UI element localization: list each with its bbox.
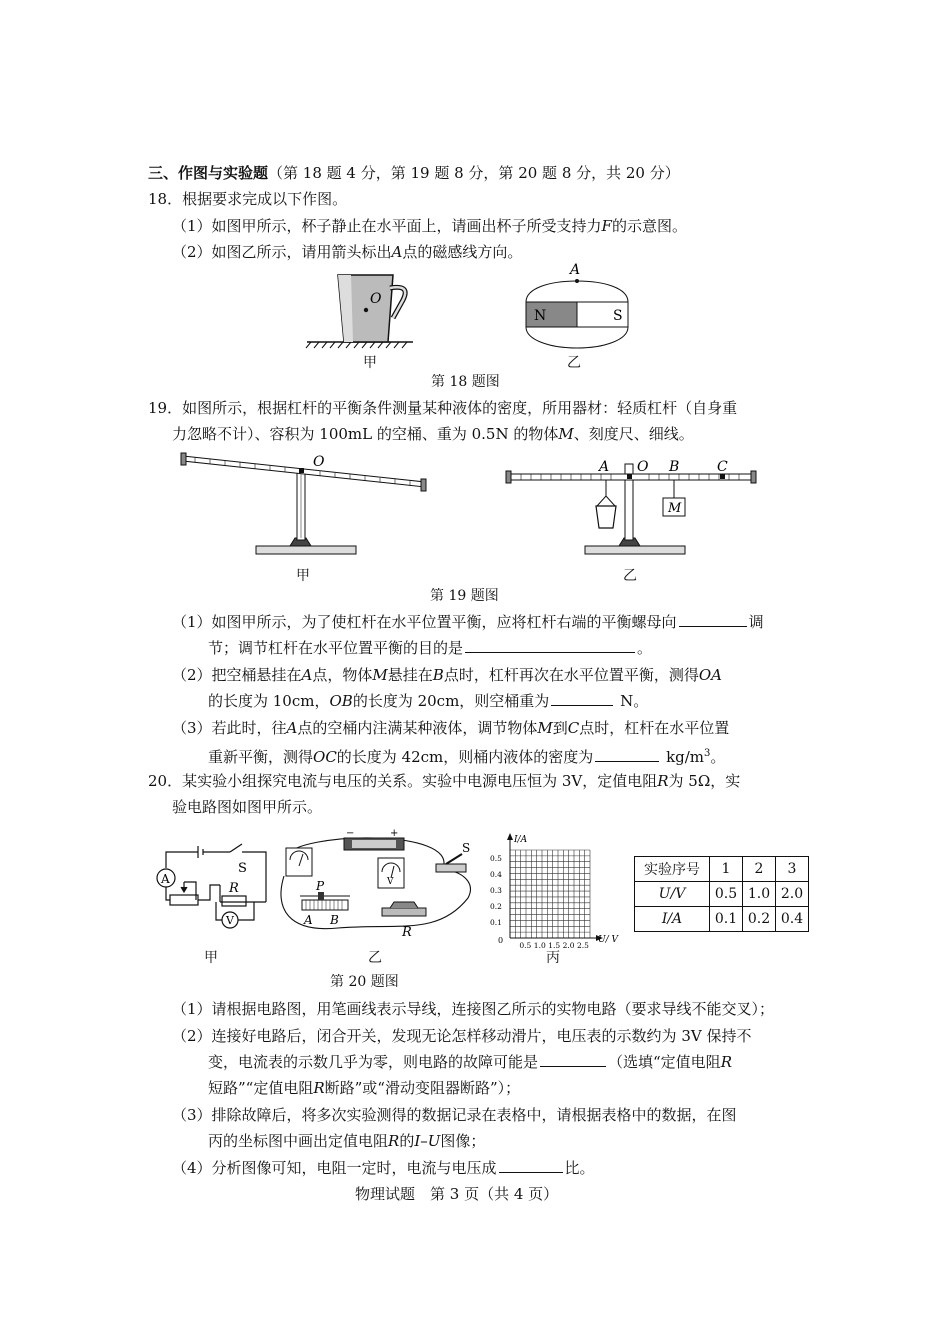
q19b-point-c: C (717, 459, 728, 475)
q20-data-table (634, 856, 809, 932)
q19-p2-l2-end: N。 (620, 692, 649, 710)
q19-p1-blank2[interactable] (465, 638, 635, 653)
table-cell: 0.2 (743, 907, 776, 932)
q19-p2-blank[interactable] (551, 691, 613, 706)
graph-ytick: 0.5 (490, 854, 502, 863)
q20-p3-l2a: 丙的坐标图中画出定值电阻 (208, 1132, 389, 1150)
q19-p3-l1b: 点的空桶内注满某种液体，调节物体 (297, 719, 538, 737)
q20-p2-var-r1: R (720, 1053, 732, 1071)
q19-p3-blank[interactable] (595, 747, 659, 762)
q20-circuit-diagram (150, 840, 275, 930)
table-cell: 1 (710, 857, 743, 882)
circuit-switch-label: S (238, 861, 247, 876)
circuit-ammeter: A (161, 872, 170, 886)
q20-p2-l2b: （选填“定值电阻 (608, 1053, 721, 1071)
table-cell: 0.4 (776, 907, 809, 932)
q19-p1-text: （1）如图甲所示，为了使杠杆在水平位置平衡，应将杠杆右端的平衡螺母向 (172, 613, 677, 631)
rheostat-slider-p: P (316, 879, 325, 893)
q19-p3-l1a: （3）若此时，往 (172, 719, 287, 737)
q20-stem-l1b: 为 5Ω，实 (668, 772, 741, 790)
q20-part2-line3 (208, 1078, 520, 1098)
q20-p2-l3a: 短路”“定值电阻 (208, 1079, 314, 1097)
q19-stem-line2 (172, 424, 694, 444)
table-cell: 2.0 (776, 882, 809, 907)
q19-p2-l1b: 点，物体 (312, 666, 373, 684)
graph-ytick: 0.2 (490, 902, 502, 911)
q19-p2-l1d: 点时，杠杆再次在水平位置平衡，测得 (443, 666, 699, 684)
q19-p2-var-oa: OA (698, 666, 722, 684)
graph-ytick: 0.4 (490, 870, 502, 879)
q20-stem-l1a: 20．某实验小组探究电流与电压的关系。实验中电源电压恒为 3V，定值电阻 (148, 772, 658, 790)
graph-xlabel: U/ V (598, 935, 618, 945)
q19-p3-var-c: C (567, 719, 580, 737)
q19-p2-var-ob: OB (329, 692, 353, 710)
q20-physical-circuit (278, 828, 476, 943)
table-cell: 实验序号 (635, 857, 710, 882)
rheostat-a: A (304, 913, 313, 927)
q20-p2-blank[interactable] (540, 1052, 606, 1067)
table-row-i (635, 907, 809, 932)
q19-figure-a (175, 452, 440, 570)
q20-fig-b-label: 乙 (368, 950, 382, 966)
q20-stem-line1 (148, 771, 740, 791)
q20-p2-var-r2: R (313, 1079, 325, 1097)
q18-part1-end: 的示意图。 (611, 217, 687, 235)
section-title: 三、作图与实验题 (148, 164, 269, 182)
q19-p2-l2a: 的长度为 10cm， (208, 692, 330, 710)
q19-part2-line1 (172, 665, 722, 685)
q19-figure-b (503, 452, 761, 570)
q20-p3-iu: I–U (414, 1132, 441, 1150)
graph-xtick: 2.0 (562, 941, 575, 948)
q20-p2-l3b: 断路”或“滑动变阻器断路”）； (324, 1079, 521, 1097)
q19b-point-a: A (599, 459, 610, 475)
q20-p3-l2b: 的 (399, 1132, 415, 1150)
q20-part3-line1: （3）排除故障后，将多次实验测得的数据记录在表格中，请根据表格中的数据，在图 (172, 1106, 737, 1124)
battery-minus: − (346, 828, 355, 839)
q19-p2-var-a: A (301, 666, 313, 684)
q20-p4-blank[interactable] (499, 1158, 563, 1173)
q19-part3-line2 (208, 744, 725, 767)
q18-part2-end: 点的磁感线方向。 (402, 243, 523, 261)
q19a-point-o: O (313, 454, 325, 470)
q20-fig-c-label: 丙 (546, 950, 560, 966)
q19-p3-l2a: 重新平衡，测得 (208, 748, 314, 766)
magnet-n: N (534, 308, 547, 324)
q19-p3-var-m: M (537, 719, 553, 737)
table-row-header (635, 857, 809, 882)
q19-caption: 第 19 题图 (430, 588, 499, 604)
table-row-u (635, 882, 809, 907)
q19-p1-blank1[interactable] (679, 612, 747, 627)
q18-figure-magnet (510, 260, 650, 355)
q20-p4b: 比。 (564, 1159, 595, 1177)
q18-part2-var: A (391, 243, 403, 261)
section-header (148, 163, 680, 183)
q19-fig-a-label: 甲 (296, 568, 310, 584)
q19-p1-end: 调 (748, 613, 764, 631)
q20-stem-line2: 验电路图如图甲所示。 (172, 798, 323, 816)
page-footer: 物理试题 第 3 页（共 4 页） (355, 1185, 559, 1203)
q19b-point-o: O (637, 459, 649, 475)
graph-xtick: 1.5 (548, 941, 561, 948)
q20-part1: （1）请根据电路图，用笔画线表示导线，连接图乙所示的实物电路（要求导线不能交叉）； (172, 1000, 775, 1018)
q20-p3-var-r: R (388, 1132, 400, 1150)
q19-p2-var-b: B (432, 666, 444, 684)
q19-p3-var-a: A (286, 719, 298, 737)
q18-part1 (172, 216, 687, 236)
q19-p3-var-oc: OC (313, 748, 337, 766)
q19-stem-l2a: 力忽略不计）、容积为 100mL 的空桶、重为 0.5N 的物体 (172, 425, 559, 443)
q19-p2-var-m: M (372, 666, 388, 684)
q18-caption: 第 18 题图 (431, 374, 500, 390)
q19-p3-l1d: 点时，杠杆在水平位置 (579, 719, 730, 737)
magnet-s: S (613, 308, 623, 324)
table-cell: 0.1 (710, 907, 743, 932)
q18-part1-var: F (601, 217, 612, 235)
q20-fig-a-label: 甲 (204, 950, 218, 966)
physical-switch-s: S (462, 841, 471, 855)
graph-ytick: 0.1 (490, 918, 502, 927)
q19-fig-b-label: 乙 (623, 568, 637, 584)
table-cell: 3 (776, 857, 809, 882)
q18-part2 (172, 242, 522, 262)
q18-part1-text: （1）如图甲所示，杯子静止在水平面上，请画出杯子所受支持力 (172, 217, 602, 235)
q19-p3-unit: kg/m (666, 748, 705, 766)
table-cell: 1.0 (743, 882, 776, 907)
q18-fig-a-label: 甲 (363, 355, 377, 371)
table-cell: 0.5 (710, 882, 743, 907)
q20-caption: 第 20 题图 (330, 974, 399, 990)
graph-ylabel: I/A (514, 835, 528, 845)
q19-p2-l1a: （2）把空桶悬挂在 (172, 666, 302, 684)
section-note: （第 18 题 4 分，第 19 题 8 分，第 20 题 8 分，共 20 分） (268, 164, 680, 182)
q19-p2-l1c: 悬挂在 (387, 666, 433, 684)
q18-stem: 18．根据要求完成以下作图。 (148, 190, 348, 208)
battery-plus: + (390, 828, 399, 839)
graph-ytick: 0.3 (490, 886, 502, 895)
q18-part2-text: （2）如图乙所示，请用箭头标出 (172, 243, 392, 261)
circuit-resistor-label: R (229, 881, 239, 896)
q19-part1-line2 (208, 638, 652, 658)
q20-part2-line1: （2）连接好电路后，闭合开关，发现无论怎样移动滑片，电压表的示数约为 3V 保持不 (172, 1027, 752, 1045)
q20-p2-l2a: 变，电流表的示数几乎为零，则电路的故障可能是 (208, 1053, 539, 1071)
q19-stem-line1: 19．如图所示，根据杠杆的平衡条件测量某种液体的密度，所用器材：轻质杠杆（自身重 (148, 399, 738, 417)
q19-p3-sup: 3 (704, 748, 711, 759)
circuit-voltmeter: V (226, 914, 234, 927)
q19-stem-l2b: 、刻度尺、细线。 (573, 425, 694, 443)
table-cell: I/A (635, 907, 710, 932)
q19-part2-line2 (208, 691, 648, 711)
q19-p3-end: 。 (710, 748, 726, 766)
q19-p3-l2b: 的长度为 42cm，则桶内液体的密度为 (336, 748, 594, 766)
q19-part3-line1 (172, 718, 729, 738)
graph-xtick: 1.0 (533, 941, 546, 948)
graph-xtick: 0.5 (519, 941, 532, 948)
graph-xtick: 2.5 (577, 941, 589, 948)
q20-part3-line2 (208, 1131, 485, 1151)
q20-graph (488, 830, 628, 948)
physical-resistor-r: R (402, 925, 412, 940)
graph-origin: 0 (498, 936, 504, 945)
rheostat-b: B (330, 913, 339, 927)
magnet-point-a: A (570, 262, 581, 278)
table-cell: U/V (635, 882, 710, 907)
q20-p3-l2c: 图像； (440, 1132, 486, 1150)
q20-part2-line2 (208, 1052, 732, 1072)
q19-p3-l1c: 到 (552, 719, 568, 737)
q20-p4a: （4）分析图像可知，电阻一定时，电流与电压成 (172, 1159, 497, 1177)
q19b-weight-m: M (668, 501, 682, 516)
q19b-point-b: B (669, 459, 680, 475)
cup-point-o: O (370, 291, 382, 307)
q19-p1-l2-text: 节；调节杠杆在水平位置平衡的目的是 (208, 639, 464, 657)
q19-part1-line1 (172, 612, 764, 632)
q19-p1-l2-end: 。 (637, 639, 653, 657)
table-cell: 2 (743, 857, 776, 882)
q19-p2-l2b: 的长度为 20cm，则空桶重为 (352, 692, 550, 710)
q20-stem-var-r: R (657, 772, 669, 790)
physical-voltmeter: V (387, 877, 394, 887)
q19-stem-var: M (558, 425, 574, 443)
q20-part4 (172, 1158, 595, 1178)
q18-fig-b-label: 乙 (567, 355, 581, 371)
